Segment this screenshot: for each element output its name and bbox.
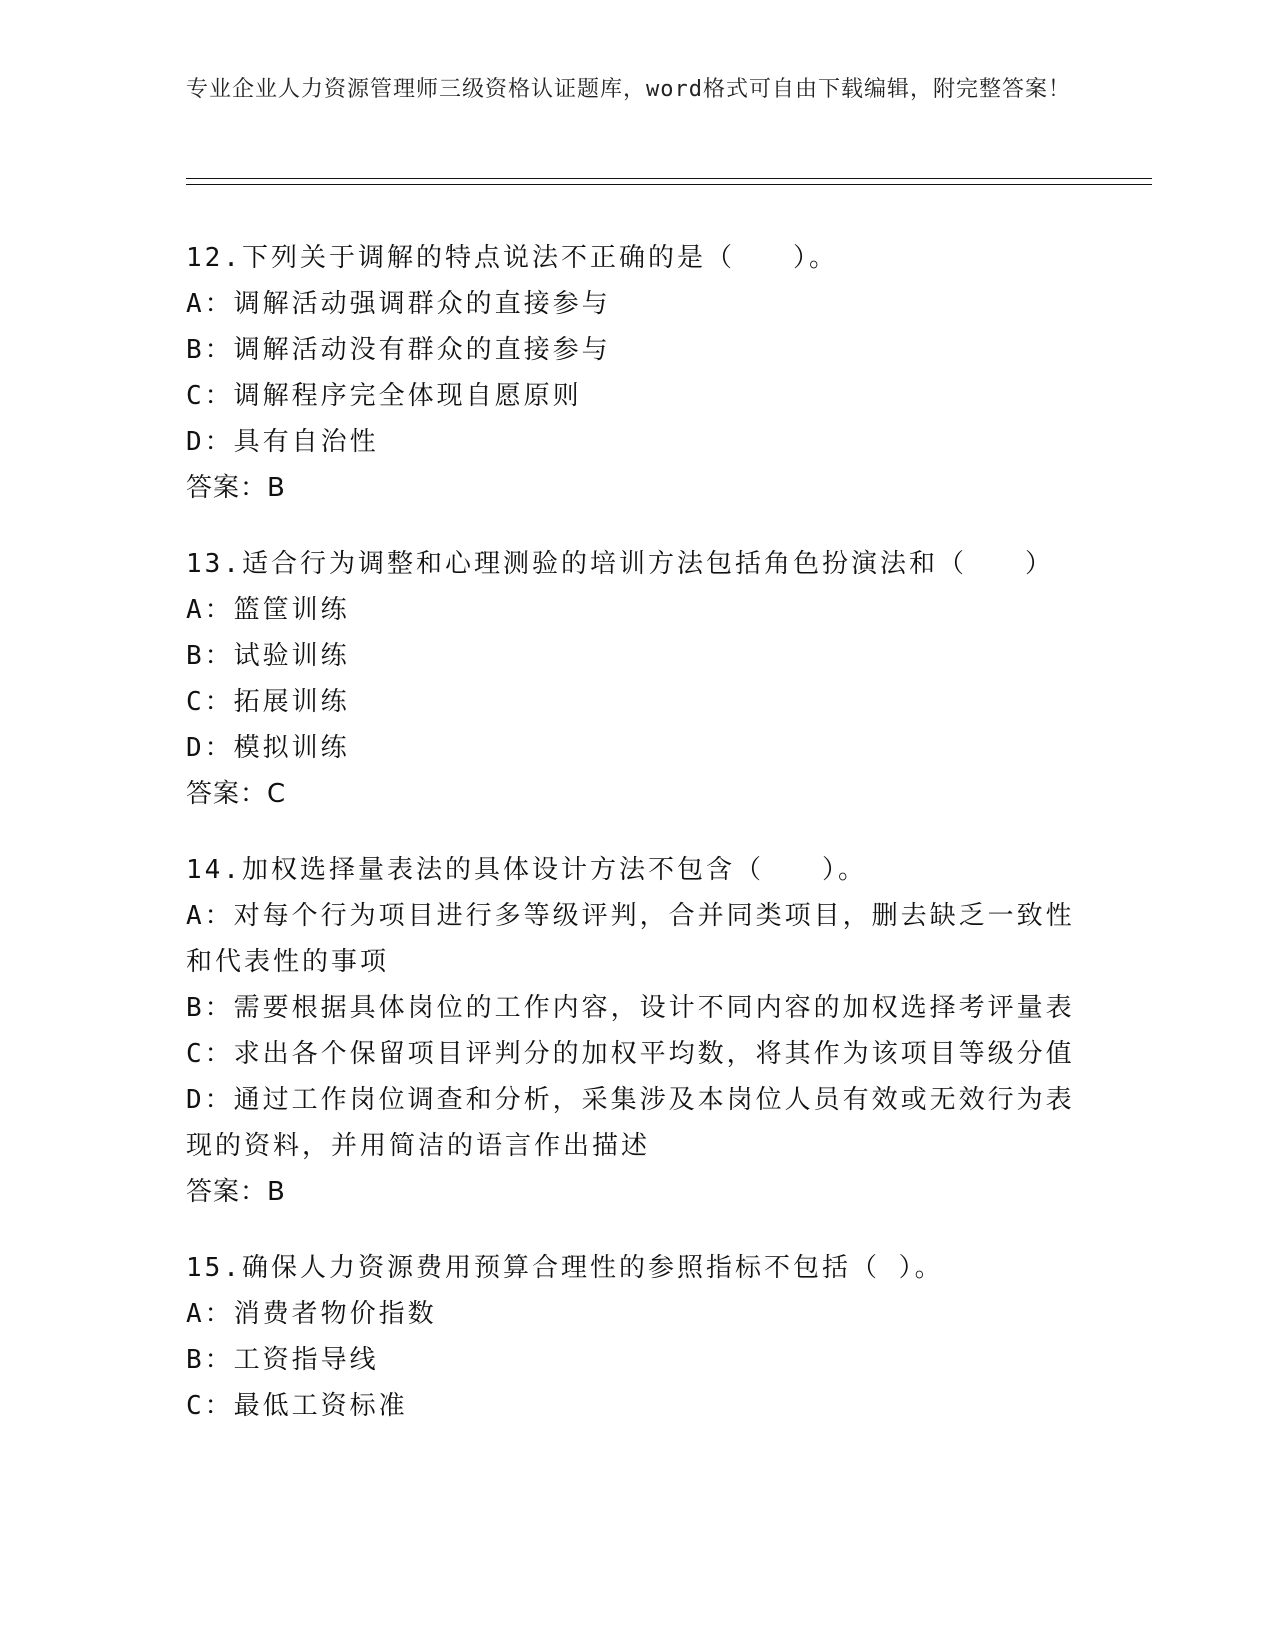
question-stem: 13.适合行为调整和心理测验的培训方法包括角色扮演法和（ ）	[186, 549, 1054, 579]
question-14	[186, 847, 1086, 1215]
option-b: B：需要根据具体岗位的工作内容，设计不同内容的加权选择考评量表	[186, 993, 1075, 1023]
option-a: A：消费者物价指数	[186, 1299, 437, 1329]
answer-text: 答案：B	[186, 473, 286, 503]
question-stem: 15.确保人力资源费用预算合理性的参照指标不包括（ ）。	[186, 1253, 944, 1283]
header-divider-bottom	[186, 184, 1152, 185]
question-list	[186, 235, 1086, 1459]
option-a: A：对每个行为项目进行多等级评判，合并同类项目，删去缺乏一致性和代表性的事项	[186, 901, 1075, 977]
option-d: D：具有自治性	[186, 427, 379, 457]
option-c: C：拓展训练	[186, 687, 350, 717]
question-13	[186, 541, 1086, 817]
header-divider-top	[186, 178, 1152, 179]
option-c: C：求出各个保留项目评判分的加权平均数，将其作为该项目等级分值	[186, 1039, 1075, 1069]
option-b: B：工资指导线	[186, 1345, 379, 1375]
option-c: C：调解程序完全体现自愿原则	[186, 381, 582, 411]
answer-text: 答案：B	[186, 1177, 286, 1207]
question-15	[186, 1245, 1086, 1429]
option-d: D：通过工作岗位调查和分析，采集涉及本岗位人员有效或无效行为表现的资料，并用简洁的语言作出描述	[186, 1085, 1075, 1161]
document-header: 专业企业人力资源管理师三级资格认证题库，word格式可自由下载编辑，附完整答案！	[186, 77, 1071, 102]
question-stem: 12.下列关于调解的特点说法不正确的是（ ）。	[186, 243, 838, 273]
option-a: A：调解活动强调群众的直接参与	[186, 289, 611, 319]
option-d: D：模拟训练	[186, 733, 350, 763]
question-stem: 14.加权选择量表法的具体设计方法不包含（ ）。	[186, 855, 867, 885]
question-12	[186, 235, 1086, 511]
answer-text: 答案：C	[186, 779, 287, 809]
option-b: B：调解活动没有群众的直接参与	[186, 335, 611, 365]
option-b: B：试验训练	[186, 641, 350, 671]
option-a: A：篮筐训练	[186, 595, 350, 625]
option-c: C：最低工资标准	[186, 1391, 408, 1421]
